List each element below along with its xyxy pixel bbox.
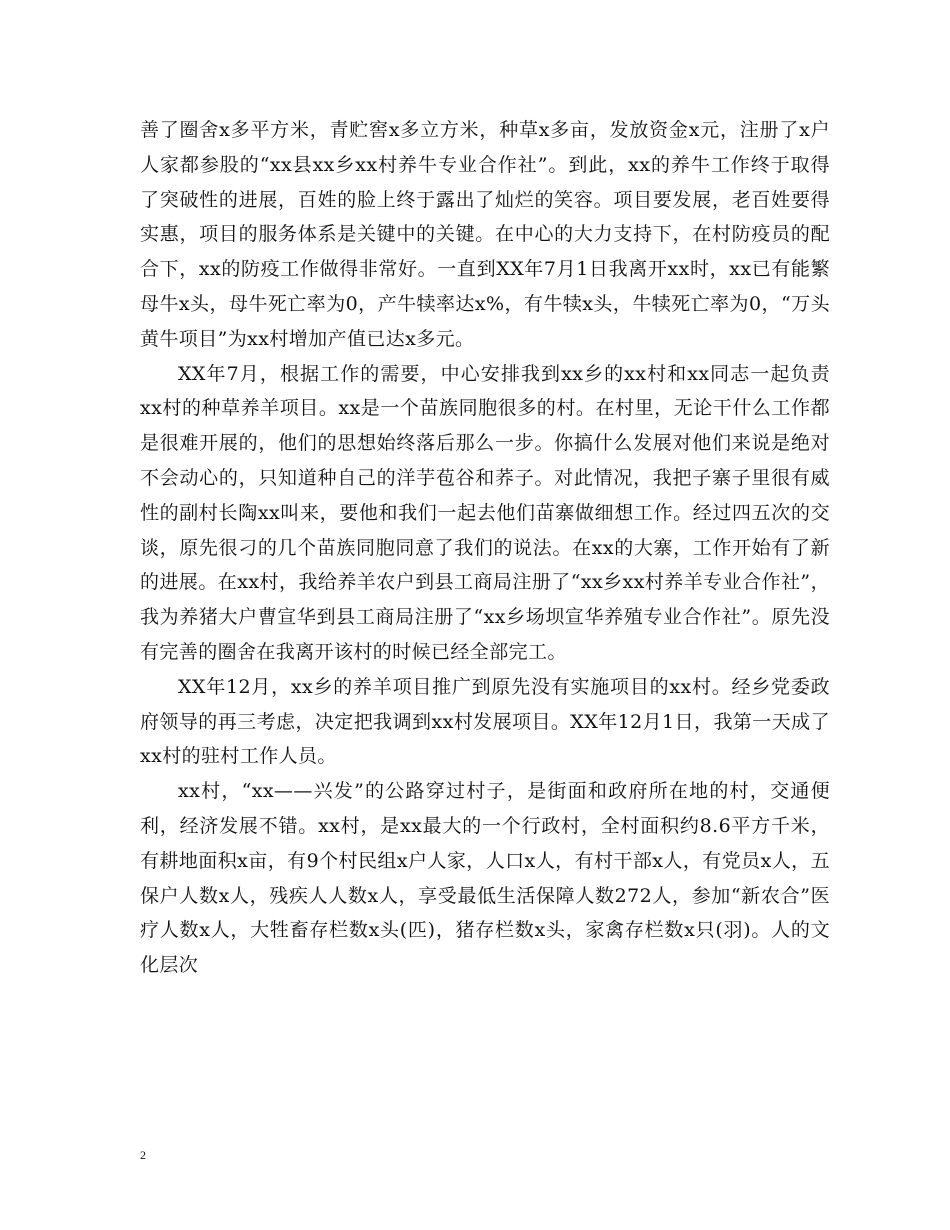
paragraph-4: xx村，“xx——兴发”的公路穿过村子，是街面和政府所在地的村，交通便利，经济发展不错。xx村，是xx最大的一个行政村，全村面积约8.6平方千米，有耕地面积x亩，有9个村民组x户人家，人口x人，有村干部x人，有党员x人，五保户人数x人，残疾人人数x人，享受最低生活保障人数272人，参加“新农合”医疗人数x人，大牲畜存栏数x头(匹)，猪存栏数x头，家禽存栏数x只(羽)。人的文化层次 [140,780,830,977]
paragraph-2: XX年7月，根据工作的需要，中心安排我到xx乡的xx村和xx同志一起负责xx村的种草养羊项目。xx是一个苗族同胞很多的村。在村里，无论干什么工作都是很难开展的，他们的思想始终落后那么一步。你搞什么发展对他们来说是绝对不会动心的，只知道种自己的洋芋苞谷和荞子。对此情况，我把子寨子里很有威性的副村长陶xx叫来，要他和我们一起去他们苗寨做细想工作。经过四五次的交谈，原先很刁的几个苗族同胞同意了我们的说法。在xx的大寨，工作开始有了新的进展。在xx村，我给养羊农户到县工商局注册了“xx乡xx村养羊专业合作社”，我为养猪大户曹宣华到县工商局注册了“xx乡场坝宣华养殖专业合作社”。原先没有完善的圈舍在我离开该村的时候已经全部完工。 [140,362,830,663]
paragraph-3: XX年12月，xx乡的养羊项目推广到原先没有实施项目的xx村。经乡党委政府领导的再三考虑，决定把我调到xx村发展项目。XX年12月1日，我第一天成了xx村的驻村工作人员。 [140,675,830,768]
paragraph-1: 善了圈舍x多平方米，青贮窖x多立方米，种草x多亩，发放资金x元，注册了x户人家都参股的“xx县xx乡xx村养牛专业合作社”。到此，xx的养牛工作终于取得了突破性的进展，百姓的脸上终于露出了灿烂的笑容。项目要发展，老百姓要得实惠，项目的服务体系是关键中的关键。在中心的大力支持下，在村防疫员的配合下，xx的防疫工作做得非常好。一直到XX年7月1日我离开xx时，xx已有能繁母牛x头，母牛死亡率为0，产牛犊率达x%，有牛犊x头，牛犊死亡率为0，“万头黄牛项目”为xx村增加产值已达x多元。 [140,119,830,350]
document-body [140,113,830,983]
page-number: 2 [140,1148,146,1162]
